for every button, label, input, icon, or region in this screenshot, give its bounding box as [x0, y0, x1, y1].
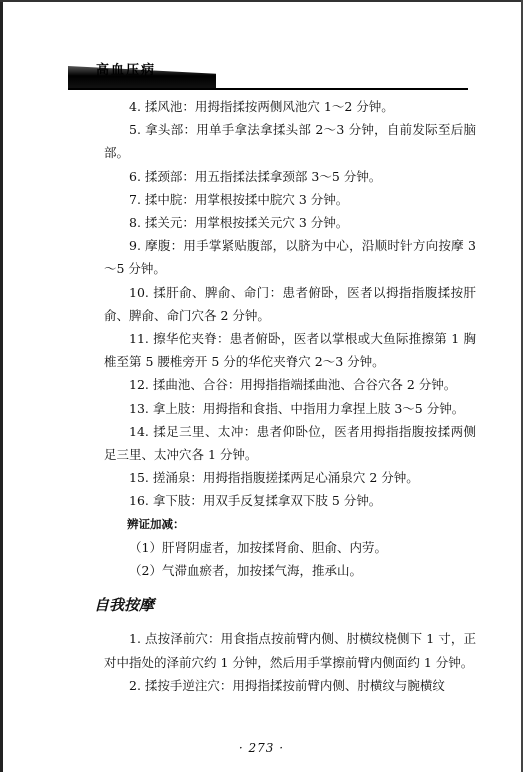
- page-top-edge: [0, 0, 523, 2]
- section-title-self-massage: 自我按摩: [94, 596, 155, 615]
- treatment-item-11: 11. 擦华佗夹脊：患者俯卧，医者以掌根或大鱼际推擦第 1 胸椎至第 5 腰椎旁开 5 分的华佗夹脊穴 2～3 分钟。: [104, 331, 476, 370]
- treatment-item-9: 9. 摩腹：用手掌紧贴腹部，以脐为中心，沿顺时针方向按摩 3～5 分钟。: [104, 238, 476, 277]
- treatment-item-12: 12. 揉曲池、合谷：用拇指指端揉曲池、合谷穴各 2 分钟。: [129, 377, 457, 393]
- bianzheng-item-2: （2）气滞血瘀者，加按揉气海，推承山。: [129, 563, 362, 579]
- bianzheng-item-1: （1）肝肾阴虚者，加按揉肾俞、胆俞、内劳。: [129, 539, 387, 555]
- treatment-item-8: 8. 揉关元：用掌根按揉关元穴 3 分钟。: [129, 215, 349, 231]
- self-massage-item-2: 2. 揉按手逆注穴：用拇指揉按前臂内侧、肘横纹与腕横纹: [129, 677, 445, 693]
- treatment-item-7: 7. 揉中脘：用掌根按揉中脘穴 3 分钟。: [129, 191, 349, 207]
- body-text: [94, 95, 476, 697]
- treatment-item-15: 15. 搓涌泉：用拇指指腹搓揉两足心涌泉穴 2 分钟。: [129, 470, 419, 486]
- page-left-edge: [0, 0, 3, 772]
- treatment-item-4: 4. 揉风池：用拇指揉按两侧风池穴 1～2 分钟。: [129, 99, 394, 114]
- treatment-item-5: 5. 拿头部：用单手拿法拿揉头部 2～3 分钟，自前发际至后脑部。: [104, 122, 476, 161]
- page-number: · 273 ·: [238, 741, 285, 755]
- treatment-item-14: 14. 揉足三里、太冲：患者仰卧位，医者用拇指指腹按揉两侧足三里、太冲穴各 1 分钟。: [104, 423, 476, 463]
- treatment-item-13: 13. 拿上肢：用拇指和食指、中指用力拿捏上肢 3～5 分钟。: [129, 400, 465, 416]
- bianzheng-title: 辨证加减：: [127, 516, 185, 531]
- treatment-item-10: 10. 揉肝俞、脾俞、命门：患者俯卧，医者以拇指指腹揉按肝俞、脾俞、命门穴各 2 分钟。: [104, 284, 476, 323]
- running-title: 高血压病: [96, 63, 157, 78]
- treatment-item-16: 16. 拿下肢：用双手反复揉拿双下肢 5 分钟。: [129, 493, 382, 509]
- treatment-item-6: 6. 揉颈部：用五指揉法揉拿颈部 3～5 分钟。: [129, 168, 382, 184]
- self-massage-item-1: 1. 点按泽前穴：用食指点按前臂内侧、肘横纹桡侧下 1 寸，正对中指处的泽前穴约 1 分钟，然后用手掌擦前臂内侧面约 1 分钟。: [104, 631, 476, 670]
- header-rule: [68, 88, 468, 90]
